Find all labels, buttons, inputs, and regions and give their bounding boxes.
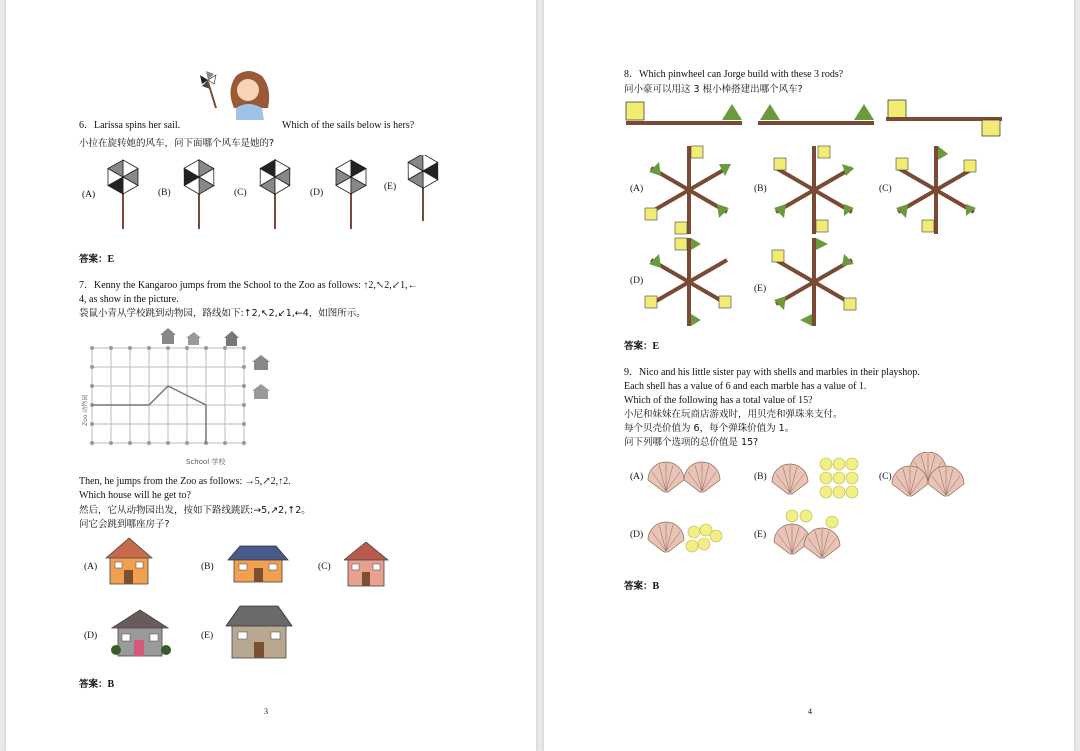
q9-line4: 小尼和妹妹在玩商店游戏时，用贝壳和弹珠来支付。 <box>624 409 843 420</box>
sail-e-icon <box>401 155 445 221</box>
page-number: 3 <box>264 707 268 716</box>
sail-b-icon <box>177 156 221 229</box>
q7-line4: Then, he jumps from the Zoo as follows: →5,↗2,↑2. <box>79 476 291 487</box>
q7-option-c-label: (C) <box>318 562 331 572</box>
pinwheel-b-icon <box>774 146 854 234</box>
q6-option-d-label: (D) <box>310 188 324 198</box>
q7-option-b-label: (B) <box>201 562 214 572</box>
q8-text-en: 8．Which pinwheel can Jorge build with these 3 rods? <box>624 69 844 80</box>
q7-line7: 问它会跳到哪座房子? <box>79 519 170 530</box>
q8-option-b-label: (B) <box>754 184 767 194</box>
q7-houses <box>104 538 294 668</box>
q7-line2: 4, as show in the picture. <box>79 294 179 305</box>
q7-line6: 然后，它从动物园出发，按如下路线跳跃:→5,↗2,↑2。 <box>79 505 311 516</box>
sail-d-icon <box>336 160 366 229</box>
q6-text-a: 6．Larissa spins her sail. <box>79 120 181 131</box>
rod-3-icon <box>886 100 1002 136</box>
q9-answer <box>624 578 659 592</box>
q9-answer-value: B <box>652 581 660 592</box>
house-a-icon <box>106 538 152 584</box>
q6-answer-value: E <box>107 254 115 265</box>
q8-option-d-label: (D) <box>630 276 644 286</box>
q7-answer-value: B <box>107 679 115 690</box>
q6-text-b: Which of the sails below is hers? <box>282 120 415 131</box>
q9-line5: 每个贝壳价值为 6，每个弹珠价值为 1。 <box>624 423 795 434</box>
q9-option-c-label: (C) <box>879 472 892 482</box>
q9-line6: 问下列哪个选项的总价值是 15? <box>624 437 759 448</box>
page-4 <box>544 0 1074 751</box>
q7-line1: 7．Kenny the Kangaroo jumps from the School to the Zoo as follows: ↑2,↖2,↙1,← <box>79 280 418 291</box>
q6-option-e-label: (E) <box>384 182 397 192</box>
q6-answer <box>79 251 114 265</box>
option-b-shells-marbles <box>772 458 858 498</box>
q6-option-a-label: (A) <box>82 190 96 200</box>
q8-option-c-label: (C) <box>879 184 892 194</box>
pinwheel-a-icon <box>645 146 731 234</box>
q9-answer-label: 答案： <box>624 581 653 592</box>
q8-answer-value: E <box>652 341 660 352</box>
zoo-label: Zoo 动物园 <box>82 394 89 426</box>
q7-answer <box>79 676 114 690</box>
q8-option-e-label: (E) <box>754 284 767 294</box>
q9-option-b-label: (B) <box>754 472 767 482</box>
q9-option-e-label: (E) <box>754 530 767 540</box>
q9-line3: Which of the following has a total value of 15? <box>624 395 813 406</box>
q7-option-a-label: (A) <box>84 562 98 572</box>
sail-a-icon <box>108 160 138 229</box>
house-c-icon <box>344 542 392 590</box>
pinwheel-d-icon <box>645 238 731 326</box>
page-number: 4 <box>808 707 812 716</box>
rod-2-icon <box>758 104 874 123</box>
q8-text-cn: 问小豪可以用这 3 根小棒搭建出哪个风车? <box>624 84 803 95</box>
q8-rods <box>624 98 1004 138</box>
rod-1-icon <box>626 102 742 123</box>
pinwheel-e-icon <box>772 238 856 326</box>
q9-line2: Each shell has a value of 6 and each marble has a value of 1. <box>624 381 867 392</box>
option-a-shells <box>648 462 720 492</box>
q6-option-b-label: (B) <box>158 188 171 198</box>
q7-option-d-label: (D) <box>84 631 98 641</box>
q8-answer <box>624 338 659 352</box>
sail-c-icon <box>253 156 297 229</box>
q6-answer-label: 答案： <box>79 254 108 265</box>
q8-answer-label: 答案： <box>624 341 653 352</box>
q7-line3: 袋鼠小青从学校跳到动物园，路线如下:↑2,↖2,↙1,←4，如图所示。 <box>79 308 366 319</box>
q9-option-a-label: (A) <box>630 472 644 482</box>
school-label: School 学校 <box>186 458 226 466</box>
girl-illustration <box>196 68 286 120</box>
option-d-shell-marbles <box>648 522 722 552</box>
q6-text-cn: 小拉在旋转她的风车，问下面哪个风车是她的? <box>79 138 275 149</box>
q6-sails <box>101 155 451 230</box>
house-e-icon <box>226 606 292 658</box>
q9-options-art <box>644 452 984 562</box>
q8-pinwheels <box>644 142 984 332</box>
house-d-icon <box>111 610 171 656</box>
q9-option-d-label: (D) <box>630 530 644 540</box>
option-c-shells <box>892 452 964 496</box>
q9-line1: 9．Nico and his little sister pay with shells and marbles in their playshop. <box>624 367 920 378</box>
house-b-icon <box>228 546 288 582</box>
pinwheel-c-icon <box>896 146 976 234</box>
page-3 <box>6 0 536 751</box>
q7-answer-label: 答案： <box>79 679 108 690</box>
q8-option-a-label: (A) <box>630 184 644 194</box>
q6-option-c-label: (C) <box>234 188 247 198</box>
q7-line5: Which house will he get to? <box>79 490 191 501</box>
q7-route-grid <box>78 326 278 468</box>
q7-option-e-label: (E) <box>201 631 214 641</box>
option-e-shells-marbles <box>774 510 840 558</box>
